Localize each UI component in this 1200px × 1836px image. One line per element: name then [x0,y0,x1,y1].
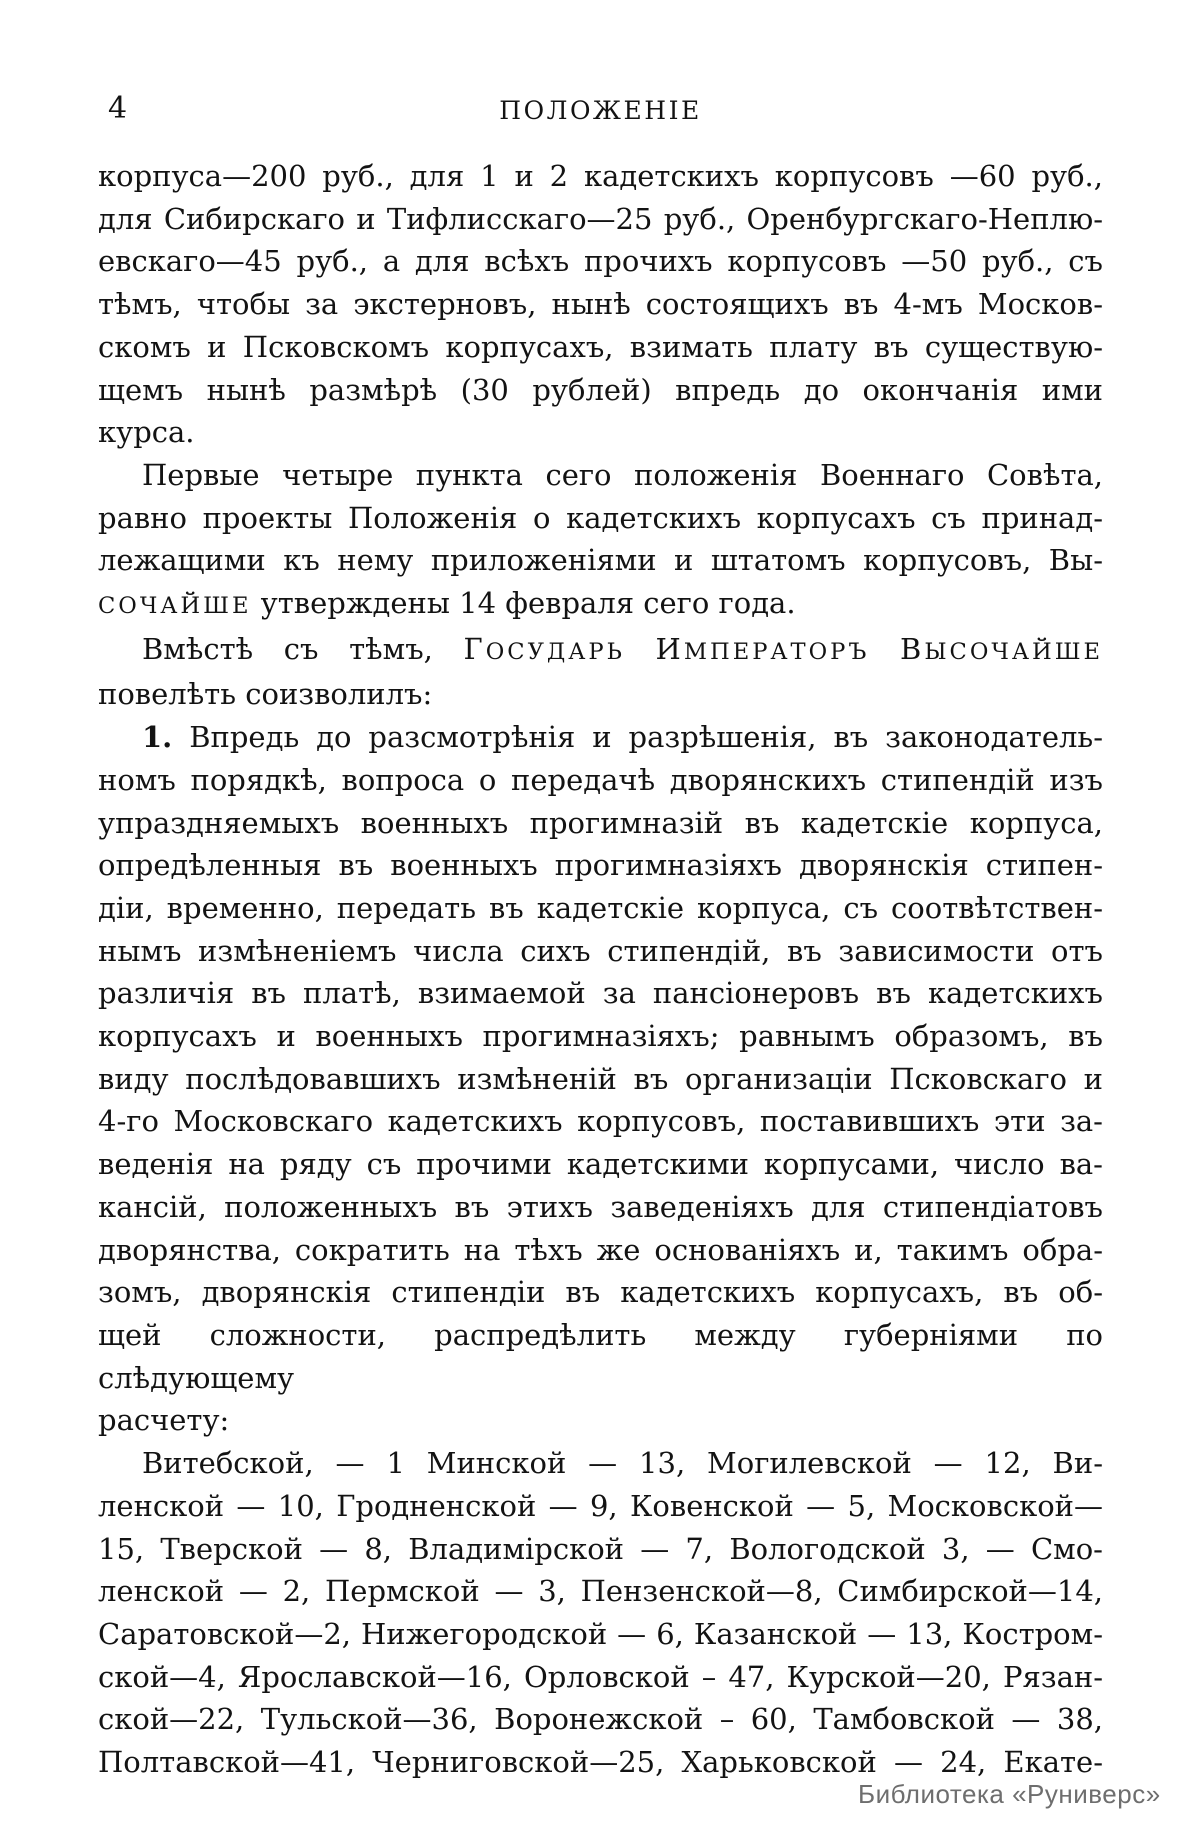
text-line: лежащими къ нему приложеніями и штатомъ корпусовъ, Вы- [98,543,1103,578]
text-line: опредѣленныя въ военныхъ прогимназіяхъ дворянскія стипен- [98,848,1103,883]
text-line: 1. Впредь до разсмотрѣнія и разрѣшенія, въ законодатель- [142,720,1103,755]
text-line: 4-го Московскаго кадетскихъ корпусовъ, поставившихъ эти за- [98,1104,1103,1139]
text-line: повелѣть соизволилъ: [98,677,433,712]
text-line: виду послѣдовавшихъ измѣненій въ организаціи Псковскаго и [98,1061,1103,1096]
text-line: Полтавской—41, Черниговской—25, Харьковской — 24, Екате- [98,1745,1103,1780]
text-line: упраздняемыхъ военныхъ прогимназій въ кадетскіе корпуса, [98,805,1103,840]
text-line: кансій, положенныхъ въ этихъ заведеніяхъ для стипендіатовъ [98,1189,1103,1224]
text-line: щемъ нынѣ размѣрѣ (30 рублей) впредь до окончанія ими [98,372,1103,407]
text-line: веденія на ряду съ прочими кадетскими корпусами, число ва- [98,1147,1103,1182]
text-line: 15, Тверской — 8, Владимірской — 7, Вологодской 3, — Смо- [98,1531,1103,1566]
text-line: скомъ и Псковскомъ корпусахъ, взимать плату въ существую- [98,329,1103,364]
text-line: различія въ платѣ, взимаемой за пансіонеровъ въ кадетскихъ [98,976,1103,1011]
page-number: 4 [108,91,128,126]
text-line: діи, временно, передать въ кадетскіе корпуса, съ соотвѣтствен- [98,890,1103,925]
text-line: Первые четыре пункта сего положенія Военнаго Совѣта, [142,457,1103,492]
bold-text: 1. [142,720,173,755]
text-line: ской—4, Ярославской—16, Орловской – 47, Курской—20, Рязан- [98,1659,1103,1694]
text-line: Саратовской—2, Нижегородской — 6, Казанской — 13, Костром- [98,1616,1103,1651]
page-body [98,155,1103,1784]
text-line: евскаго—45 руб., а для всѣхъ прочихъ корпусовъ —50 руб., съ [98,244,1103,279]
text-line: расчету: [98,1403,230,1438]
watermark-library-label: Библиотека «Руниверс» [858,1779,1161,1809]
text-line: СОЧАЙШЕ утверждены 14 февраля сего года. [98,586,796,621]
text-line: ской—22, Тульской—36, Воронежской – 60, Тамбовской — 38, [98,1702,1103,1737]
text-line: ленской — 2, Пермской — 3, Пензенской—8, Симбирской—14, [98,1574,1103,1609]
text-line: зомъ, дворянскія стипендіи въ кадетскихъ корпусахъ, въ об- [98,1275,1103,1310]
text-line: щей сложности, распредѣлить между губерніями по слѣдующему [98,1317,1103,1395]
text-line: тѣмъ, чтобы за экстерновъ, нынѣ состоящихъ въ 4-мъ Москов- [98,287,1103,322]
text-line: Витебской, — 1 Минской — 13, Могилевской — 12, Ви- [142,1446,1103,1481]
smallcaps-word: ГОСУДАРЬ [463,631,625,666]
text-line: нымъ измѣненіемъ числа сихъ стипендій, въ зависимости отъ [98,933,1103,968]
text-line: корпуса—200 руб., для 1 и 2 кадетскихъ корпусовъ —60 руб., [98,159,1103,193]
smallcaps-text: СОЧАЙШЕ [98,593,252,620]
text-line: ленской — 10, Гродненской — 9, Ковенской — 5, Московской— [98,1488,1103,1523]
text-line: курса. [98,415,195,450]
smallcaps-word: ВЫСОЧАЙШЕ [900,631,1104,666]
text-line: равно проекты Положенія о кадетскихъ корпусахъ съ принад- [98,500,1103,535]
text-line: корпусахъ и военныхъ прогимназіяхъ; равнымъ образомъ, въ [98,1019,1103,1054]
text-line: Вмѣстѣ съ тѣмъ, ГОСУДАРЬ ИМПЕРАТОРЪ ВЫСОЧАЙШЕ [142,631,1104,666]
text-line: номъ порядкѣ, вопроса о передачѣ дворянскихъ стипендій изъ [98,762,1103,797]
text-line: дворянства, сократить на тѣхъ же основаніяхъ и, такимъ обра- [98,1232,1103,1267]
running-header: ПОЛОЖЕНІЕ [499,96,702,125]
text-line: для Сибирскаго и Тифлисскаго—25 руб., Оренбургскаго-Неплю- [98,201,1103,236]
smallcaps-word: ИМПЕРАТОРЪ [655,631,870,666]
